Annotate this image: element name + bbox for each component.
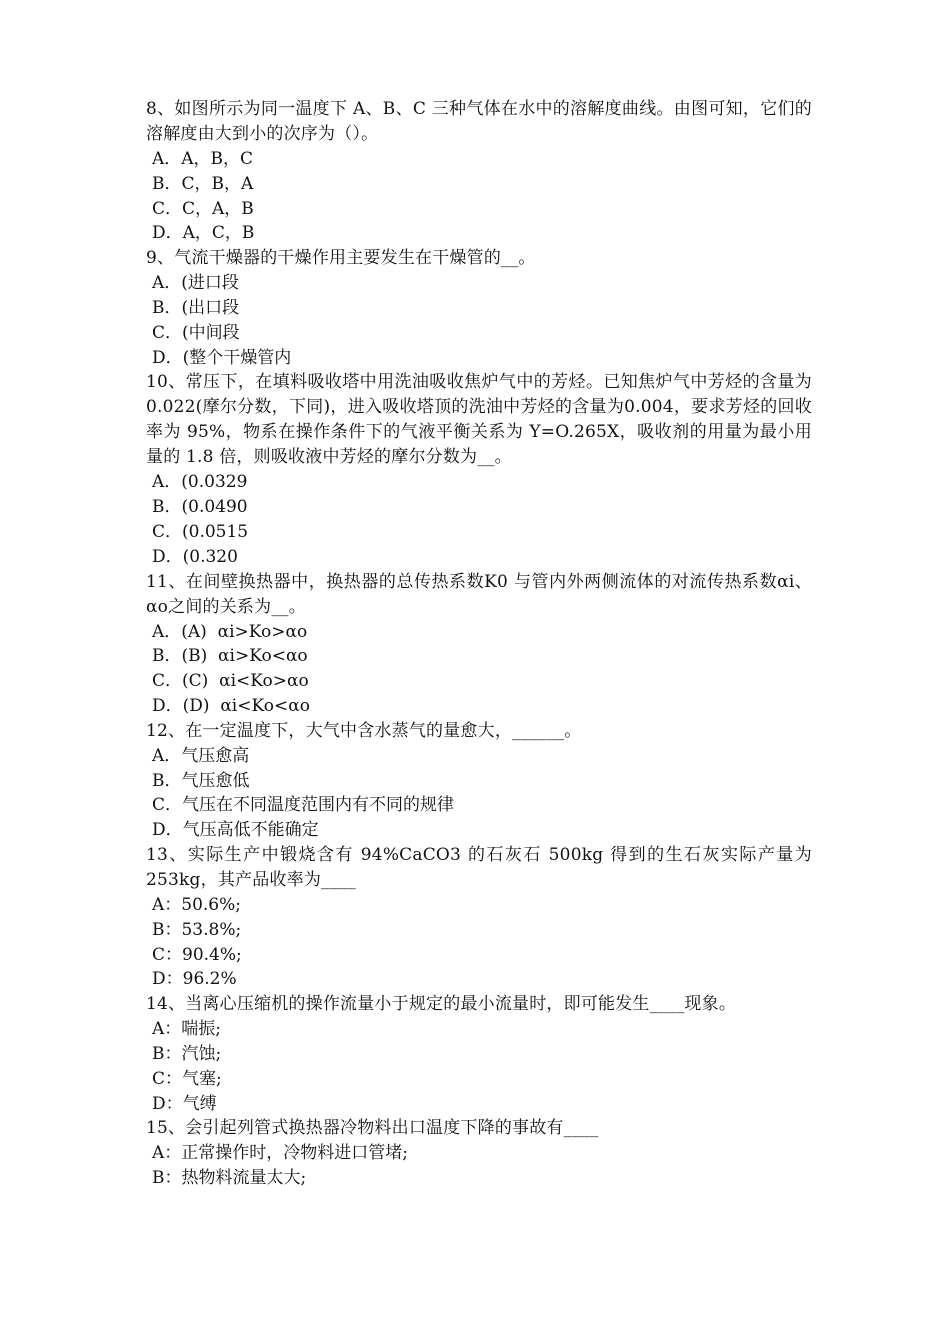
question-13-option-c: C：90.4%; [152, 944, 242, 965]
question-9-option-a: A．(进口段 [152, 273, 239, 294]
question-11-option-c: C．(C) αi<Ko>αo [152, 671, 309, 692]
question-9-option-c: C．(中间段 [152, 322, 240, 343]
question-10-option-a: A．(0.0329 [152, 472, 248, 493]
question-14-option-c: C：气塞; [152, 1068, 222, 1089]
question-9-option-b: B．(出口段 [152, 297, 240, 318]
question-9-stem: 9、气流干燥器的干燥作用主要发生在干燥管的__。 [146, 248, 536, 269]
question-8-option-a: A．A，B，C [152, 149, 254, 169]
question-13-option-a: A：50.6%; [152, 894, 242, 915]
question-13-option-d: D：96.2% [152, 969, 237, 990]
question-11-option-d: D．(D) αi<Ko<αo [152, 695, 310, 716]
question-13-stem: 13、实际生产中锻烧含有 94%CaCO3 的石灰石 500kg 得到的生石灰实际产量为253kg，其产品收率为____ [146, 844, 812, 890]
question-12-stem: 12、在一定温度下，大气中含水蒸气的量愈大，______。 [146, 720, 582, 741]
question-11-option-a: A．(A) αi>Ko>αo [152, 621, 308, 642]
question-12-option-c: C．气压在不同温度范围内有不同的规律 [152, 795, 455, 816]
question-14-stem: 14、当离心压缩机的操作流量小于规定的最小流量时，即可能发生____现象。 [146, 994, 737, 1015]
question-8-stem: 8、如图所示为同一温度下 A、B、C 三种气体在水中的溶解度曲线。由图可知，它们的溶解度由大到小的次序为（）。 [146, 99, 812, 144]
question-10-option-c: C．(0.0515 [152, 521, 249, 542]
question-12-option-d: D．气压高低不能确定 [152, 820, 319, 841]
question-10-option-b: B．(0.0490 [152, 497, 248, 518]
question-15-option-a: A：正常操作时，冷物料进口管堵; [152, 1143, 409, 1164]
question-8-option-b: B．C，B，A [152, 173, 254, 194]
question-11-stem: 11、在间壁换热器中，换热器的总传热系数K0 与管内外两侧流体的对流传热系数αi、αo之间的关系为__。 [146, 571, 812, 617]
question-10-stem: 10、常压下，在填料吸收塔中用洗油吸收焦炉气中的芳烃。已知焦炉气中芳烃的含量为 0.022(摩尔分数，下同)，进入吸收塔顶的洗油中芳烃的含量为0.004，要求芳烃的回收率为 95%，物系在操作条件下的气液平衡关系为 Y=O.265X，吸收剂的用量为最小用量的 1.8 倍，则吸收液中芳烃的摩尔分数为__。 [146, 372, 812, 468]
question-10-option-d: D．(0.320 [152, 546, 238, 567]
question-8-option-c: C．C，A，B [152, 198, 254, 219]
document-page [146, 97, 812, 1191]
question-12-option-a: A．气压愈高 [152, 745, 250, 766]
question-9-option-d: D．(整个干燥管内 [152, 347, 292, 368]
question-12-option-b: B．气压愈低 [152, 770, 250, 791]
question-14-option-d: D：气缚 [152, 1093, 217, 1114]
question-8-option-d: D．A，C，B [152, 223, 255, 244]
question-13-option-b: B：53.8%; [152, 919, 242, 940]
question-14-option-a: A：喘振; [152, 1019, 222, 1040]
question-15-option-b: B：热物料流量太大; [152, 1168, 307, 1189]
question-15-stem: 15、会引起列管式换热器冷物料出口温度下降的事故有____ [146, 1118, 599, 1139]
question-11-option-b: B．(B) αi>Ko<αo [152, 646, 308, 667]
question-14-option-b: B：汽蚀; [152, 1043, 222, 1064]
